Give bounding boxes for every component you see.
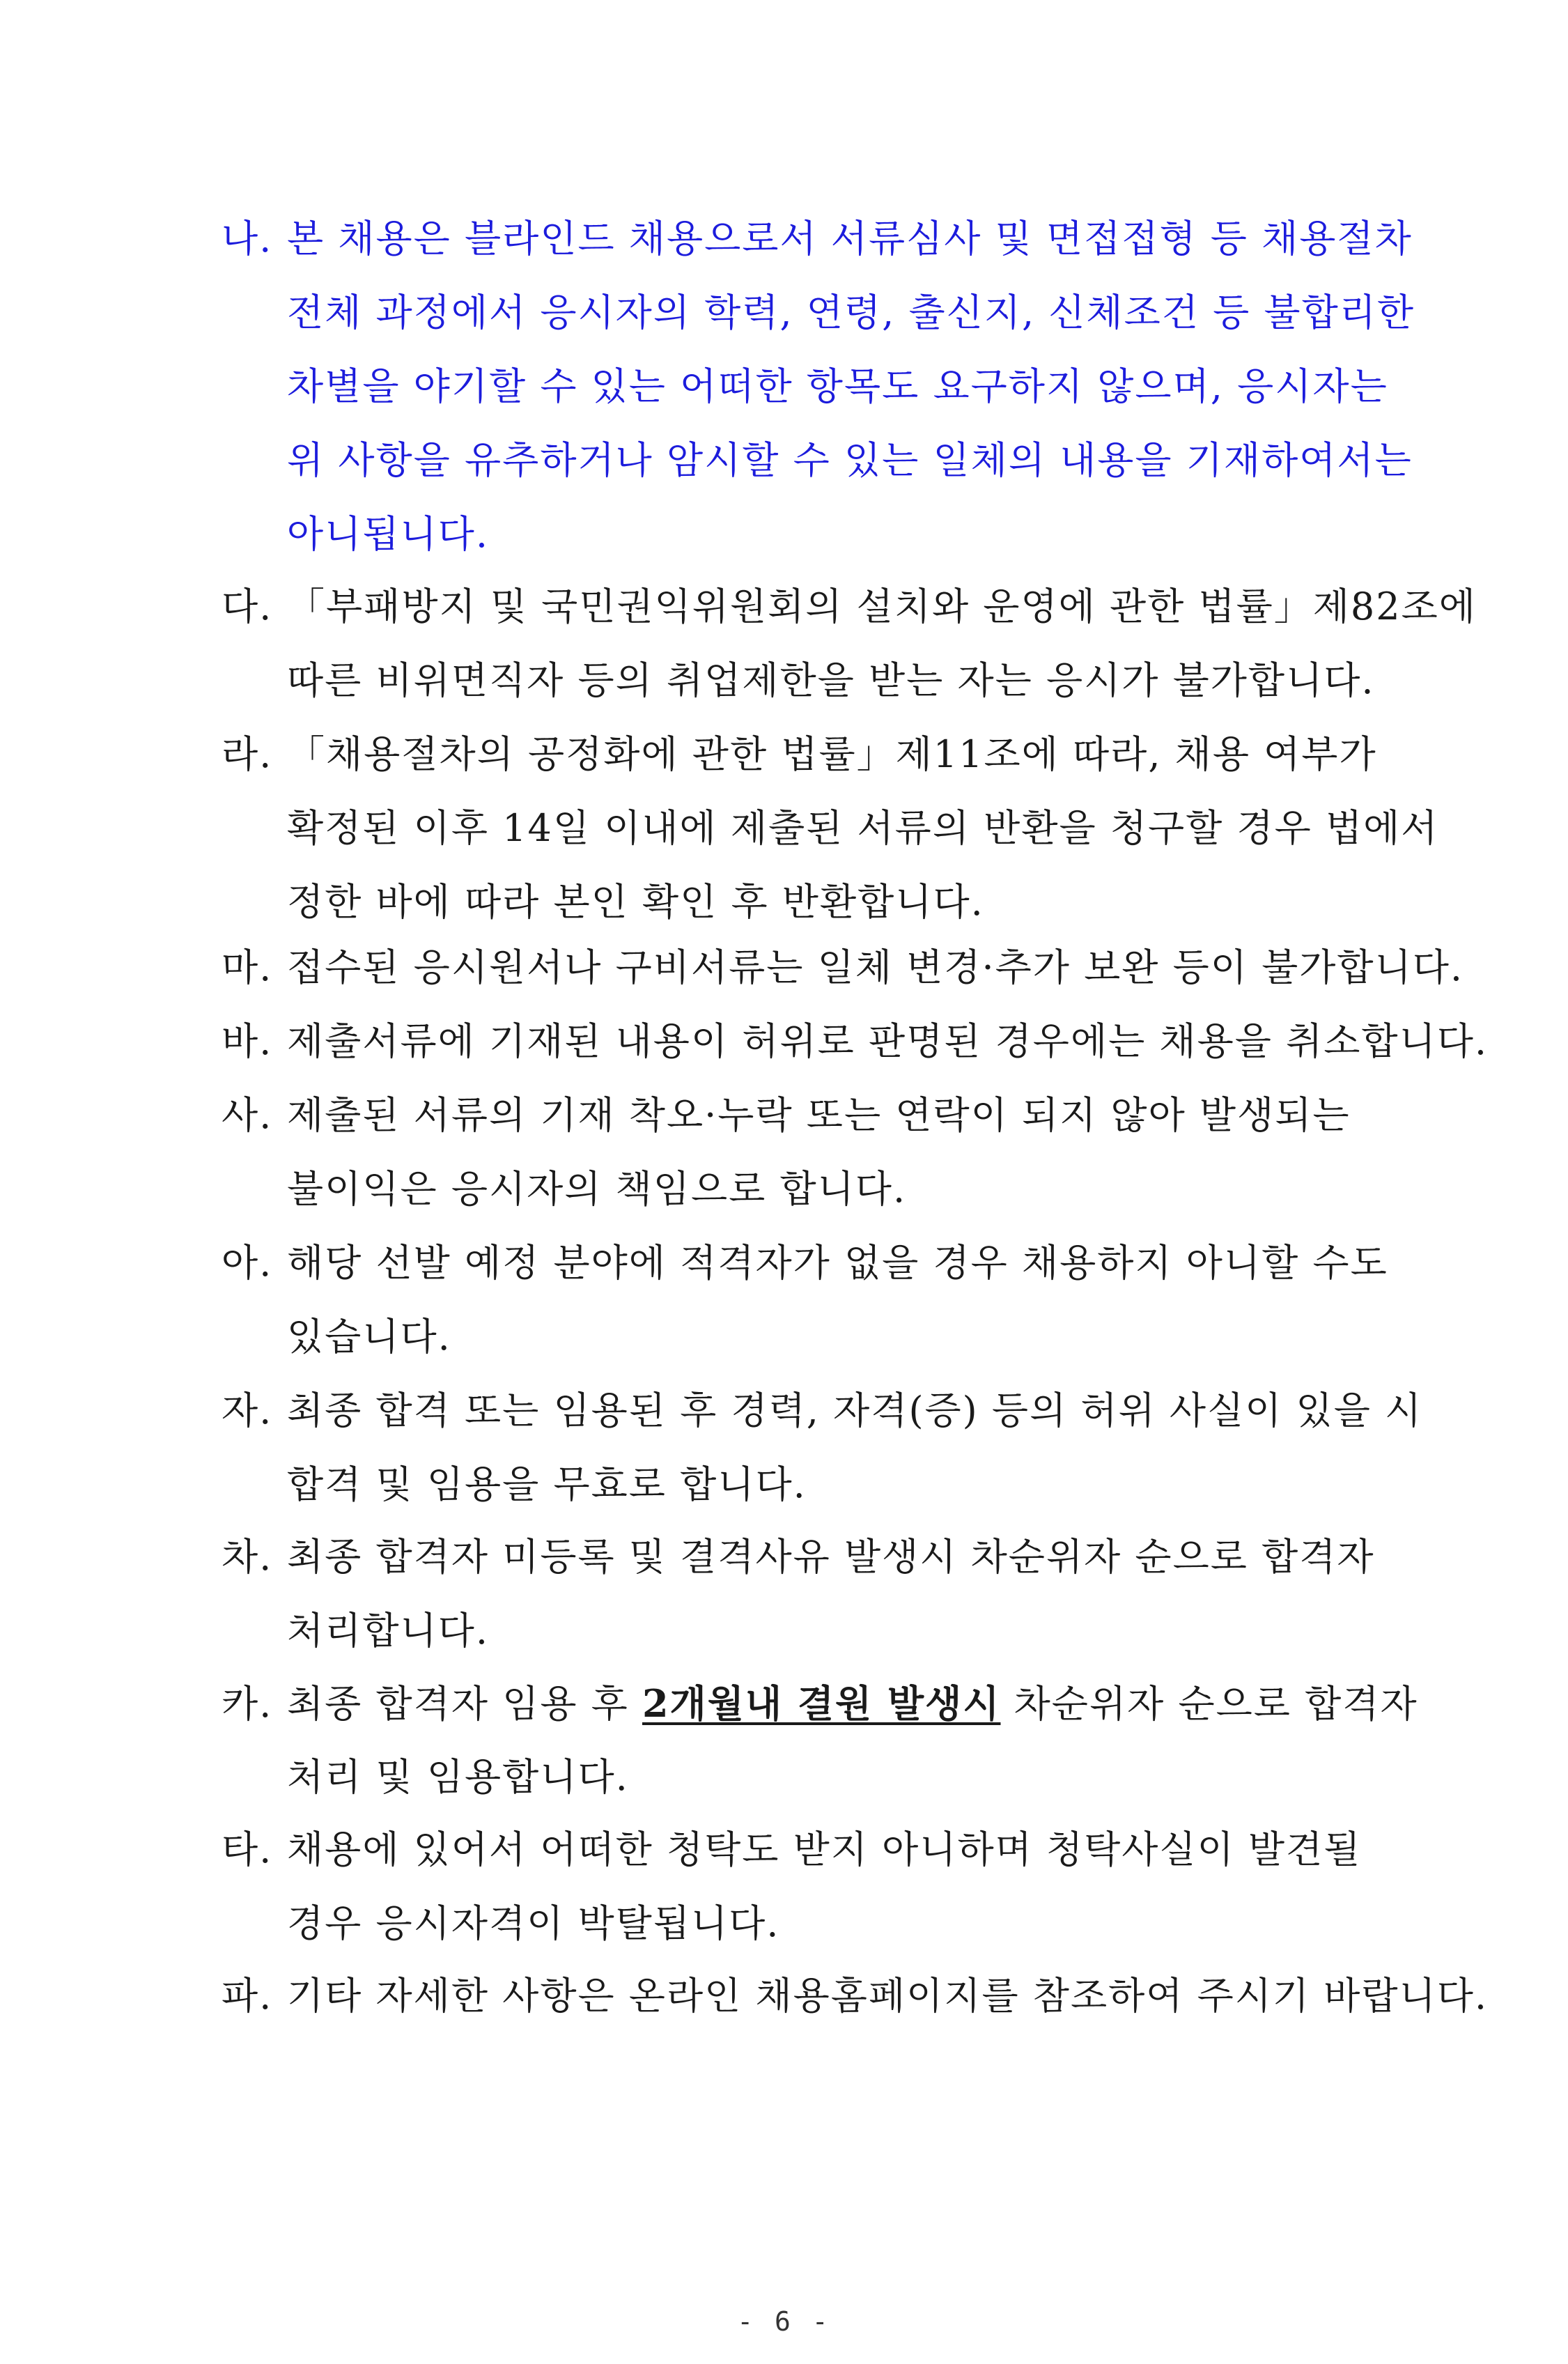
item-text-line: 처리합니다. [287, 1609, 489, 1653]
item-text-line: 확정된 이후 14일 이내에 제출된 서류의 반환을 청구할 경우 법에서 [287, 806, 1439, 850]
notice-item-na [222, 202, 1559, 571]
underlined-emphasis: 2개월내 결원 발생시 [642, 1681, 1001, 1726]
item-marker: 라. [222, 732, 273, 776]
notice-item-a [222, 1226, 1559, 1374]
notice-item-ta [222, 1813, 1559, 1961]
item-text-line: 차별을 야기할 수 있는 어떠한 항목도 요구하지 않으며, 응시자는 [287, 364, 1388, 408]
notice-item-ma [222, 931, 1559, 1005]
item-text-line: 위 사항을 유추하거나 암시할 수 있는 일체의 내용을 기재하여서는 [287, 438, 1413, 482]
item-marker: 나. [222, 217, 273, 261]
item-text-line: 경우 응시자격이 박탈됩니다. [287, 1901, 780, 1945]
item-marker: 바. [222, 1019, 273, 1063]
item-text-line: 「부패방지 및 국민권익위원회의 설치와 운영에 관한 법률」제82조에 [287, 585, 1477, 628]
item-text-line: 해당 선발 예정 분야에 적격자가 없을 경우 채용하지 아니할 수도 [287, 1241, 1388, 1285]
notice-item-ja [222, 1374, 1559, 1522]
item-text-line: 최종 합격 또는 임용된 후 경력, 자격(증) 등의 허위 사실이 있을 시 [287, 1389, 1423, 1432]
item-text-line: 본 채용은 블라인드 채용으로서 서류심사 및 면접접형 등 채용절차 [287, 217, 1413, 261]
item-marker: 자. [222, 1389, 273, 1432]
item-marker: 차. [222, 1535, 273, 1579]
item-text-line: 전체 과정에서 응시자의 학력, 연령, 출신지, 신체조건 등 불합리한 [287, 291, 1415, 334]
item-marker: 파. [222, 1974, 273, 2018]
item-marker: 다. [222, 585, 273, 628]
page-number: - 6 - [737, 2306, 831, 2337]
notice-item-sa [222, 1079, 1559, 1226]
notice-item-pa [222, 1959, 1559, 2033]
item-text-line: 따른 비위면직자 등의 취업제한을 받는 자는 응시가 불가합니다. [287, 658, 1375, 702]
item-text-after: 차순위자 순으로 합격자 [1000, 1682, 1418, 1726]
item-text-line: 접수된 응시원서나 구비서류는 일체 변경·추가 보완 등이 불가합니다. [287, 945, 1464, 989]
item-text-line: 있습니다. [287, 1315, 451, 1359]
item-text-line: 정한 바에 따라 본인 확인 후 반환합니다. [287, 880, 984, 924]
item-marker: 마. [222, 945, 273, 989]
item-text-line: 최종 합격자 미등록 및 결격사유 발생시 차순위자 순으로 합격자 [287, 1535, 1375, 1579]
notice-item-ba [222, 1005, 1559, 1079]
item-marker: 타. [222, 1828, 273, 1871]
item-marker: 카. [222, 1682, 273, 1726]
item-text-line: 「채용절차의 공정화에 관한 법률」제11조에 따라, 채용 여부가 [287, 732, 1377, 776]
item-text-line: 채용에 있어서 어떠한 청탁도 받지 아니하며 청탁사실이 발견될 [287, 1828, 1362, 1871]
item-text-line: 제출서류에 기재된 내용이 허위로 판명된 경우에는 채용을 취소합니다. [287, 1019, 1489, 1063]
item-text-line: 합격 및 임용을 무효로 합니다. [287, 1462, 807, 1506]
notice-item-ka [222, 1667, 1559, 1814]
item-text-before: 최종 합격자 임용 후 [287, 1682, 642, 1726]
notice-item-cha [222, 1520, 1559, 1668]
notice-item-da [222, 570, 1559, 718]
item-marker: 아. [222, 1241, 273, 1285]
item-text-line: 불이익은 응시자의 책임으로 합니다. [287, 1167, 907, 1211]
item-text-line: 기타 자세한 사항은 온라인 채용홈페이지를 참조하여 주시기 바랍니다. [287, 1974, 1489, 2018]
item-text-line: 제출된 서류의 기재 착오·누락 또는 연락이 되지 않아 발생되는 [287, 1093, 1351, 1137]
item-text-line: 처리 및 임용합니다. [287, 1755, 629, 1799]
item-text-line: 아니됩니다. [287, 512, 489, 556]
notice-item-ra [222, 718, 1559, 939]
item-marker: 사. [222, 1093, 273, 1137]
